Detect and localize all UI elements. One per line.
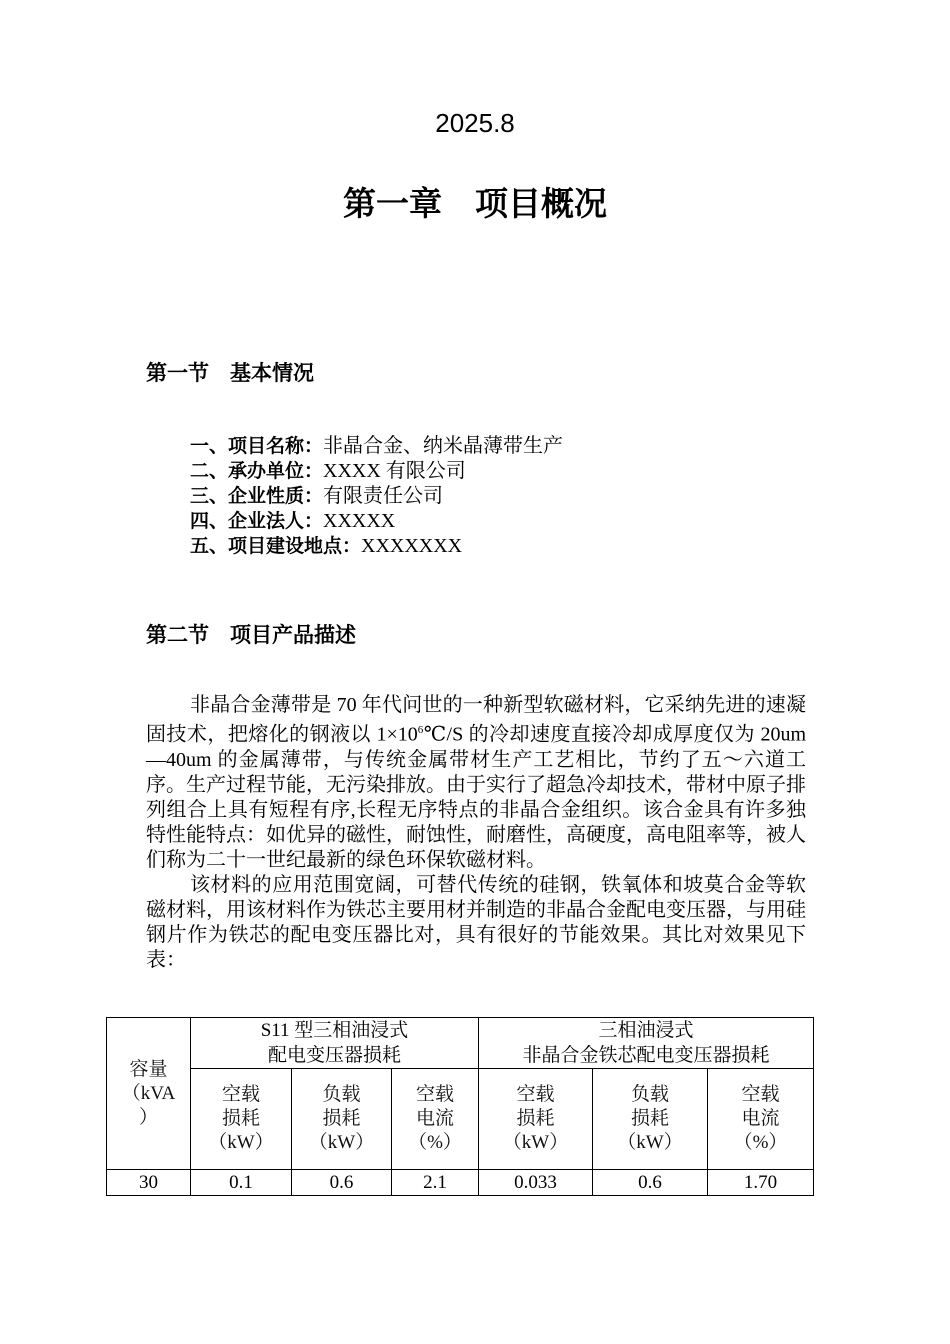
info-item-project-name	[190, 434, 563, 459]
header-text: （kVA	[121, 1082, 176, 1104]
table-cell: 0.6	[593, 1170, 708, 1196]
info-value: 有限责任公司	[323, 485, 444, 507]
subheader-cell: 空载 电流 （%）	[708, 1069, 814, 1170]
table-cell: 2.1	[392, 1170, 479, 1196]
header-text: 配电变压器损耗	[267, 1045, 401, 1066]
info-key: 三、企业性质：	[190, 485, 324, 507]
subheader-cell: 负载 损耗 （kW）	[593, 1069, 708, 1170]
header-amorphous-group	[479, 1018, 814, 1069]
header-text: 非晶合金铁芯配电变压器损耗	[522, 1045, 770, 1066]
info-key: 一、项目名称：	[190, 435, 324, 457]
paragraph-2: 该材料的应用范围宽阔，可替代传统的硅钢，铁氧体和坡莫合金等软磁材料，用该材料作为铁芯主要用材并制造的非晶合金配电变压器，与用硅钢片作为铁芯的配电变压器比对，具有很好的节能效果。其比对效果见下表：	[146, 873, 806, 971]
table-cell: 1.70	[708, 1170, 814, 1196]
table-cell: 0.6	[292, 1170, 392, 1196]
info-item-organizer	[190, 459, 563, 484]
subheader-cell: 空载 损耗 （kW）	[479, 1069, 593, 1170]
subheader-cell: 空载 电流 （%）	[392, 1069, 479, 1170]
info-key: 二、承办单位：	[190, 460, 324, 482]
table-cell: 0.1	[191, 1170, 292, 1196]
info-item-legal-person	[190, 509, 563, 534]
info-value: XXXXXXX	[361, 535, 463, 557]
loss-comparison-table	[106, 1017, 814, 1196]
header-text: ）	[138, 1106, 158, 1128]
basic-info-list	[190, 434, 563, 559]
info-value: XXXX 有限公司	[323, 460, 466, 482]
table-cell: 0.033	[479, 1170, 593, 1196]
info-key: 四、企业法人：	[190, 510, 324, 532]
info-item-location	[190, 534, 563, 559]
paragraph-1	[146, 693, 806, 873]
header-text: 容量	[129, 1058, 168, 1080]
product-description	[146, 693, 806, 973]
info-key: 五、项目建设地点：	[190, 535, 362, 557]
chapter-title: 第一章 项目概况	[343, 184, 607, 223]
superscript: 6	[417, 724, 424, 736]
document-date: 2025.8	[435, 108, 515, 138]
header-text: S11 型三相油浸式	[260, 1020, 409, 1041]
section-product-title: 第二节 项目产品描述	[146, 623, 356, 647]
table-cell: 30	[107, 1170, 191, 1196]
info-item-enterprise-type	[190, 484, 563, 509]
paragraph-1-text-b: ℃/S 的冷却速度直接冷却成厚度仅为 20um—40um 的金属薄带，与传统金属带材生产工艺相比，节约了五～六道工序。生产过程节能，无污染排放。由于实行了超急冷却技术，带材中原子排列组合上具有短程有序,长程无序特点的非晶合金组织。该合金具有许多独特性能特点：如优异的磁性，耐蚀性，耐磨性，高硬度，高电阻率等，被人们称为二十一世纪最新的绿色环保软磁材料。	[146, 723, 807, 871]
header-text: 三相油浸式	[598, 1020, 694, 1041]
table-row	[107, 1170, 814, 1196]
subheader-cell: 空载 损耗 （kW）	[191, 1069, 292, 1170]
subheader-cell: 负载 损耗 （kW）	[292, 1069, 392, 1170]
info-value: 非晶合金、纳米晶薄带生产	[323, 435, 564, 457]
header-capacity	[107, 1018, 191, 1170]
section-basic-info-title: 第一节 基本情况	[146, 361, 314, 385]
info-value: XXXXX	[323, 510, 396, 532]
header-s11-group	[191, 1018, 479, 1069]
paragraph-1-text-a: 非晶合金薄带是 70 年代问世的一种新型软磁材料，它采纳先进的速凝固技术，把熔化的钢液以 1×10	[146, 694, 806, 746]
